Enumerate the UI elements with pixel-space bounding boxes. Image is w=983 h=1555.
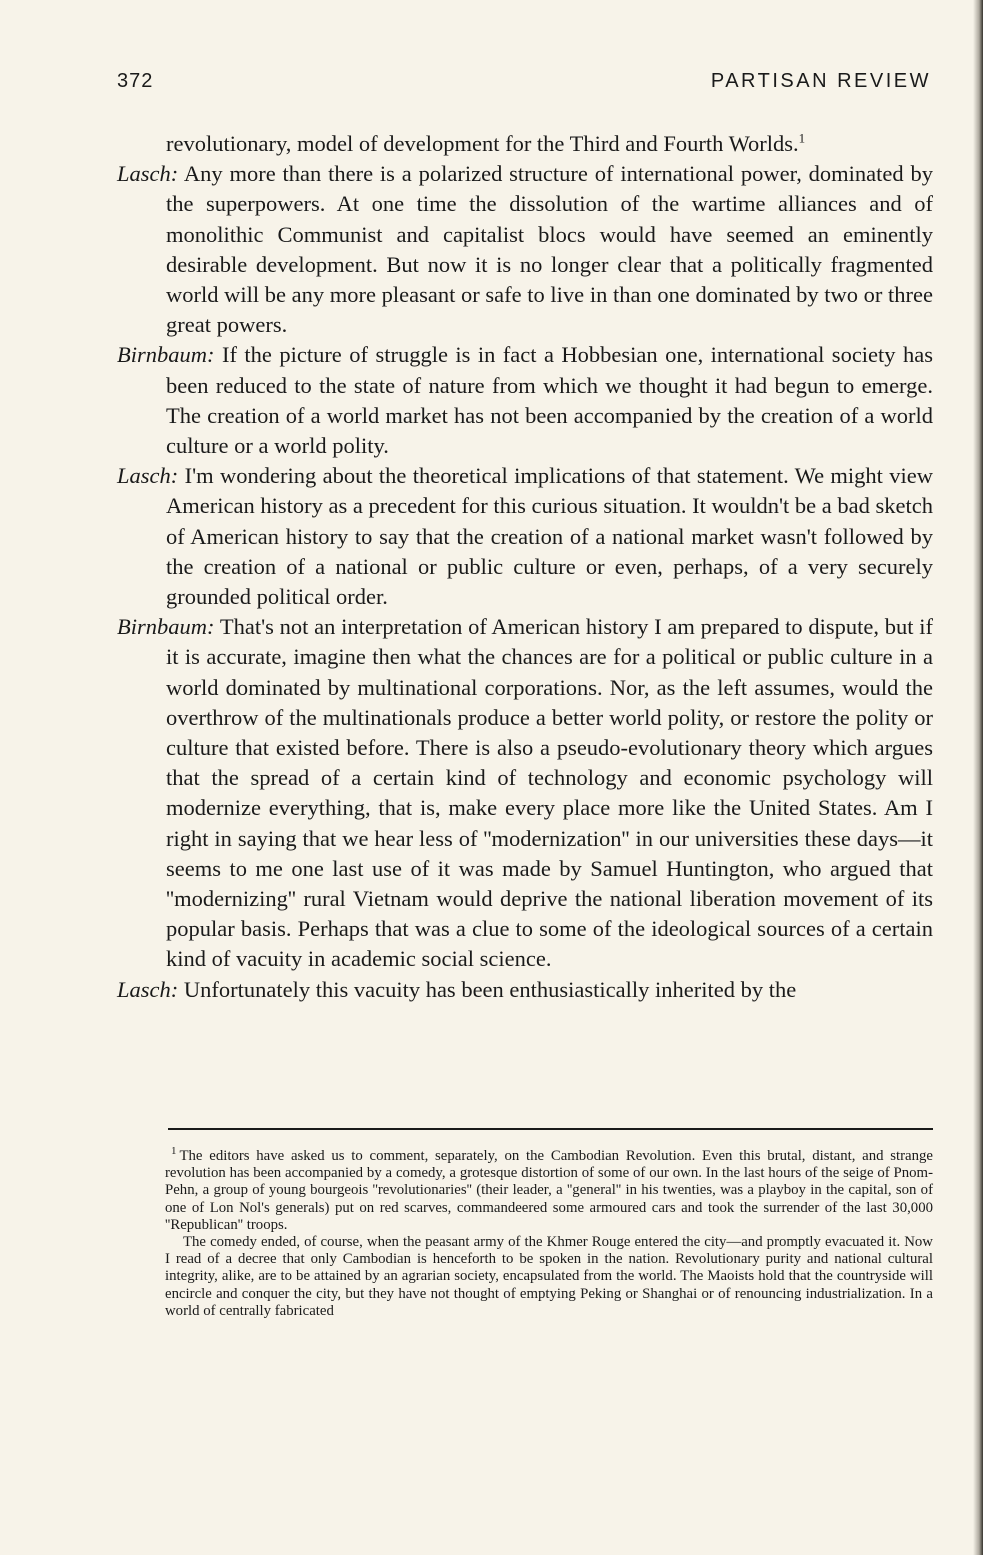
paragraph-text: Unfortunately this vacuity has been enthusiastically inherited by the [183,976,797,1002]
footnotes [165,1145,933,1320]
speaker-name: Birnbaum: [117,614,215,640]
speaker-name: Lasch: [117,463,179,489]
page-number: 372 [117,70,154,92]
footnote-mark: 1 [171,1145,177,1158]
paragraph-text: I'm wondering about the theoretical implications of that statement. We might view American history as a precedent for this curious situation. It wouldn't be a bad sketch of American history to say that the creation of a national market wasn't followed by the creation of a national or public culture or even, perhaps, of a very securely grounded political order. [166,463,934,610]
footnote-reference: 1 [798,130,806,146]
speaker-name: Birnbaum: [117,342,215,368]
journal-title: PARTISAN REVIEW [710,70,931,92]
paragraph-text: Any more than there is a polarized structure of international power, dominated by the superpowers. At one time the dissolution of the wartime alliances and of monolithic Communist and capitalist blocs would have seemed an eminently desirable development. But now it is no longer clear that a politically fragmented world will be any more pleasant or safe to live in than one dominated by two or three great powers. [166,161,933,338]
footnote-continuation [165,1234,933,1320]
dialogue-paragraph [117,461,933,612]
paragraph-text: That's not an interpretation of American history I am prepared to dispute, but if it is accurate, imagine then what the chances are for a political or public culture in a world dominated by multinational corporations. Nor, as the left assumes, would the overthrow of the multinationals produce a better world polity, or restore the polity or culture that existed before. There is also a pseudo-evolutionary theory which argues that the spread of a certain kind of technology and economic psychology will modernize everything, that is, make every place more like the United States. Am I right in saying that we hear less of ''modernization'' in our universities these days—it seems to me one last use of it was made by Samuel Huntington, who argued that ''modernizing'' rural Vietnam would deprive the national liberation movement of its popular basis. Perhaps that was a clue to some of the ideological sources of a certain kind of vacuity in academic social science. [166,614,933,972]
speaker-name: Lasch: [117,161,179,187]
paragraph-text: revolutionary, model of development for the Third and Fourth Worlds. [166,131,799,156]
footnote-divider [168,1128,933,1130]
footnote-text: The editors have asked us to comment, separately, on the Cambodian Revolution. Even this brutal, distant, and strange revolution has been accompanied by a comedy, a grotesque distortion of some of our own. In the last hours of the seige of Pnom-Pehn, a group of young bourgeois ''revolutionaries'' (their leader, a ''general'' in his twenties, was a playboy in the capital, son of one of Lon Nol's generals) put on red scarves, commandeered some armoured cars and took the surrender of the last 30,000 ''Republican'' troops. [165,1148,933,1233]
body-text [117,129,933,1005]
page-edge-shadow [973,0,983,1555]
paragraph-text: If the picture of struggle is in fact a Hobbesian one, international society has been reduced to the state of nature from which we thought it had begun to emerge. The creation of a world market has not been accompanied by the creation of a world culture or a world polity. [166,342,933,459]
dialogue-paragraph [117,340,933,461]
paragraph-continuation [117,129,933,159]
footnote [165,1145,933,1234]
dialogue-paragraph [117,159,933,340]
running-head [117,70,931,100]
dialogue-paragraph [117,612,933,974]
footnote-text: The comedy ended, of course, when the peasant army of the Khmer Rouge entered the city—and promptly evacuated it. Now I read of a decree that only Cambodian is henceforth to be spoken in the nation. Revolutionary purity and national cultural integrity, alike, are to be attained by an agrarian society, encapsulated from the world. The Maoists hold that the countryside will encircle and conquer the city, but they have not thought of emptying Peking or Shanghai or of renouncing industrialization. In a world of centrally fabricated [165,1234,933,1319]
dialogue-paragraph [117,975,933,1005]
speaker-name: Lasch: [117,976,179,1002]
